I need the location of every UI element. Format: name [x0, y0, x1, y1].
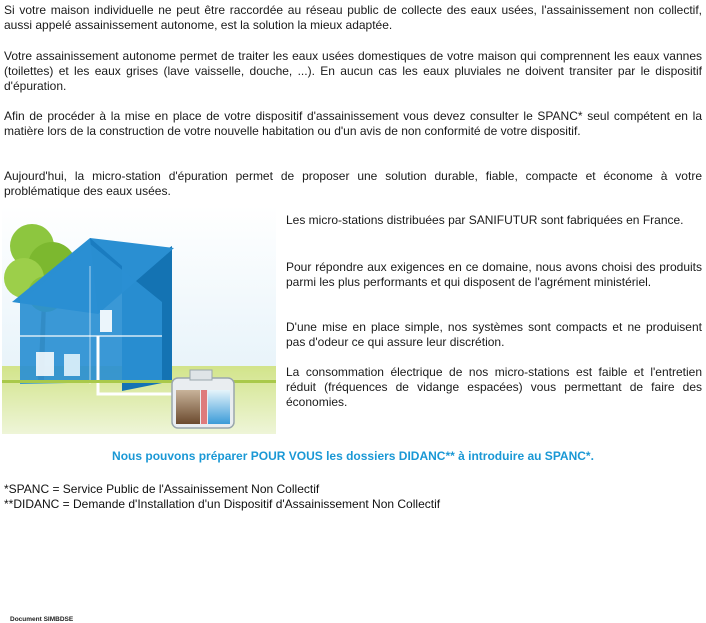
footnote-didanc: **DIDANC = Demande d'Installation d'un Dispositif d'Assainissement Non Collectif [4, 497, 441, 511]
micro-station-tank [172, 370, 234, 428]
spanc-paragraph: Afin de procéder à la mise en place de votre dispositif d'assainissement vous devez consulter le SPANC* seul compétent en la matière lors de la construction de votre nouvelle habitation ou d'un avis de non conformité de votre dispositif. [4, 109, 702, 138]
wastewater-paragraph: Votre assainissement autonome permet de traiter les eaux usées domestiques de votre maison qui comprennent les eaux vannes (toilettes) et les eaux grises (lave vaisselle, douche, ...). En aucun cas les eaux pluviales ne doivent transiter par le dispositif d'épuration. [4, 49, 702, 93]
image-credit: Document SIMBDSE [10, 616, 74, 623]
call-to-action: Nous pouvons préparer POUR VOUS les dossiers DIDANC** à introduire au SPANC*. [112, 449, 594, 463]
consumption-paragraph: La consommation électrique de nos micro-stations est faible et l'entretien réduit (fréquences de vidange espacées) vous permettant de faire des économies. [286, 365, 702, 409]
intro-paragraph: Si votre maison individuelle ne peut être raccordée au réseau public de collecte des eaux usées, l'assainissement non collectif, aussi appelé assainissement autonome, est la solution la mieux adaptée. [4, 3, 702, 32]
installation-paragraph: D'une mise en place simple, nos systèmes sont compacts et ne produisent pas d'odeur ce qui assure leur discrétion. [286, 320, 702, 349]
micro-station-paragraph: Aujourd'hui, la micro-station d'épuration permet de proposer une solution durable, fiable, compacte et économe à votre problématique des eaux usées. [4, 169, 702, 198]
footnote-spanc: *SPANC = Service Public de l'Assainissement Non Collectif [4, 482, 320, 496]
made-in-france-paragraph: Les micro-stations distribuées par SANIFUTUR sont fabriquées en France. [286, 213, 684, 227]
approval-paragraph: Pour répondre aux exigences en ce domaine, nous avons choisi des produits parmi les plus performants et qui disposent de l'agrément ministériel. [286, 260, 702, 289]
